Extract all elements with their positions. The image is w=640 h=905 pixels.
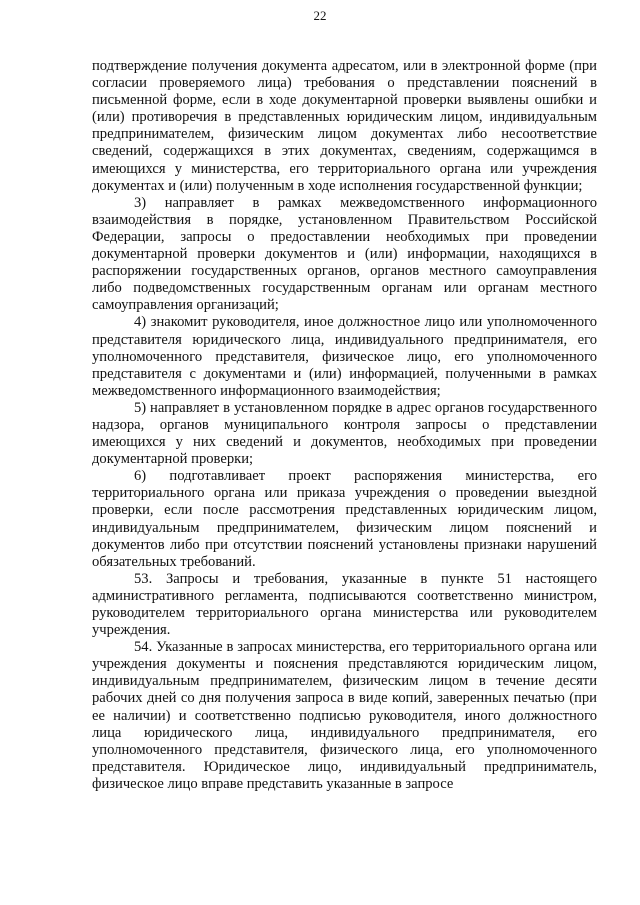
paragraph-continuation: подтверждение получения документа адресатом, или в электронной форме (при согласии проверяемого лица) требования о представлении пояснений в письменной форме, если в ходе документарной проверки выявлены ошибки и (или) противоречия в представленных юридическим лицом, индивидуальным предпринимателем, физическим лицом документах либо несоответствие сведений, содержащихся в этих документах, сведениям, содержащимся в имеющихся у министерства, его территориального органа или учреждения документах и (или) полученным в ходе исполнения государственной функции;: [92, 58, 597, 194]
paragraph-item-5: 5) направляет в установленном порядке в адрес органов государственного надзора, органов муниципального контроля запросы о представлении имеющихся у них сведений и документов, необходимых при проведении документарной проверки;: [92, 399, 597, 468]
page-number: 22: [313, 8, 327, 23]
document-body: [92, 58, 597, 793]
paragraph-item-6: 6) подготавливает проект распоряжения министерства, его территориального органа или приказа учреждения о проведении выездной проверки, если после рассмотрения представленных юридическим лицом, индивидуальным предпринимателем, физическим лицом пояснений и документов либо при отсутствии пояснений установлены признаки нарушений обязательных требований.: [92, 468, 597, 570]
paragraph-clause-54: 54. Указанные в запросах министерства, его территориального органа или учреждения документы и пояснения представляются юридическим лицом, индивидуальным предпринимателем, физическим лицом в течение десяти рабочих дней со дня получения запроса в виде копий, заверенных печатью (при ее наличии) и соответственно подписью руководителя, иного должностного лица юридического лица, индивидуального предпринимателя, его уполномоченного представителя, физического лица, его уполномоченного представителя. Юридическое лицо, индивидуальный предприниматель, физическое лицо вправе представить указанные в запросе: [92, 639, 597, 792]
paragraph-item-3: 3) направляет в рамках межведомственного информационного взаимодействия в порядке, установленном Правительством Российской Федерации, запросы о предоставлении необходимых при проведении документарной проверки документов и (или) информации, находящихся в распоряжении государственных органов, органов местного самоуправления либо подведомственных государственным органам или органам местного самоуправления организаций;: [92, 194, 597, 314]
paragraph-clause-53: 53. Запросы и требования, указанные в пункте 51 настоящего административного регламента, подписываются соответственно министром, руководителем территориального органа министерства или руководителем учреждения.: [92, 570, 597, 639]
paragraph-item-4: 4) знакомит руководителя, иное должностное лицо или уполномоченного представителя юридического лица, индивидуального предпринимателя, его уполномоченного представителя, физическое лицо, его уполномоченного представителя с документами и (или) информацией, полученными в рамках межведомственного информационного взаимодействия;: [92, 314, 597, 399]
